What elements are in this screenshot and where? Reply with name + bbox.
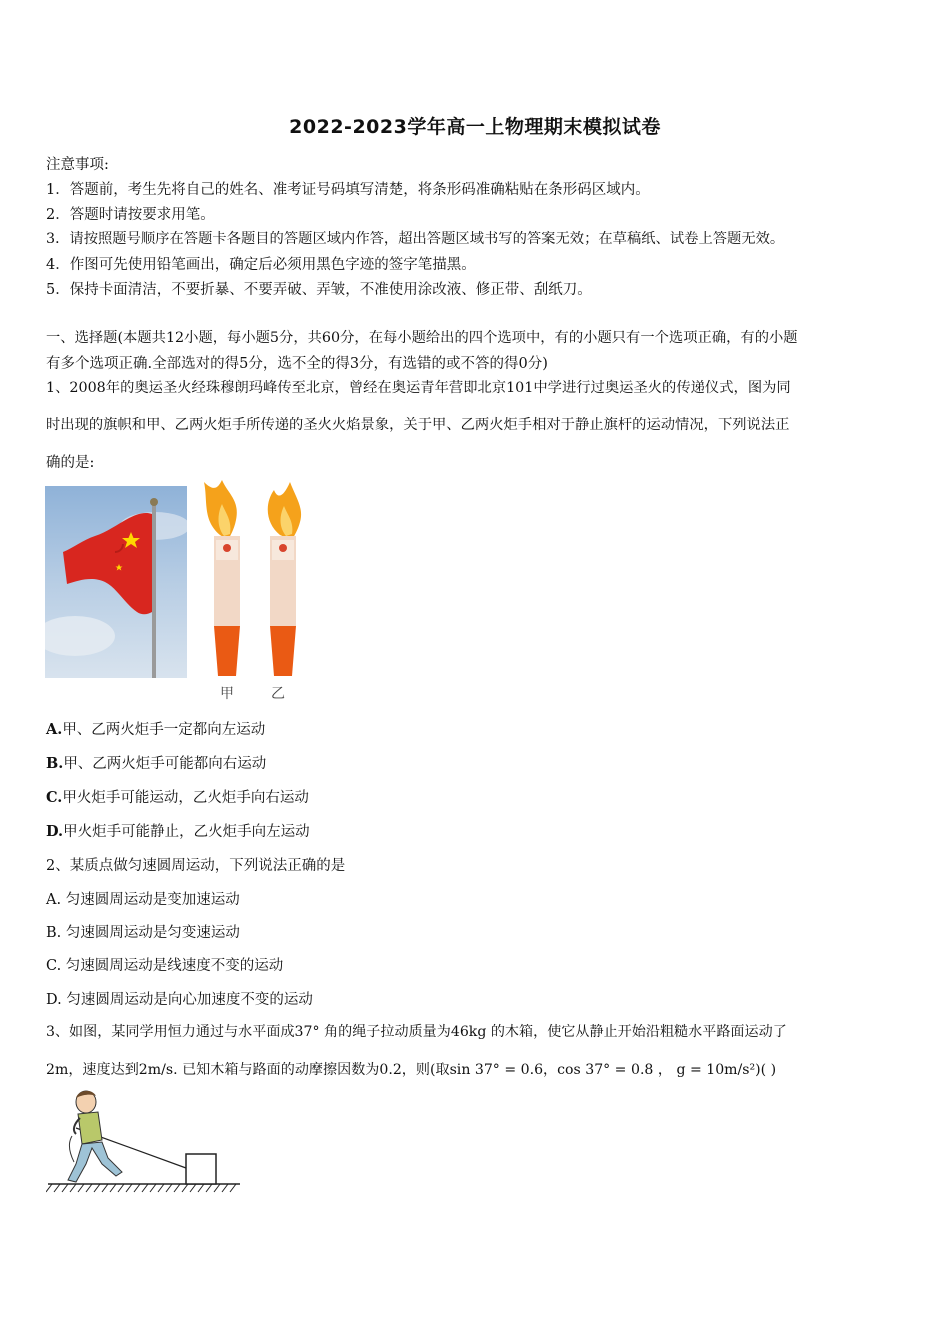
option-b: B. 匀速圆周运动是匀变速运动 <box>46 925 240 941</box>
option-a: A. 匀速圆周运动是变加速运动 <box>46 892 240 908</box>
label-yi: 乙 <box>271 686 285 702</box>
label-jia: 甲 <box>220 686 234 702</box>
notice-item: 5．保持卡面清洁，不要折暴、不要弄破、弄皱，不准使用涂改液、修正带、刮纸刀。 <box>46 282 592 298</box>
option-d: D. 匀速圆周运动是向心加速度不变的运动 <box>46 992 313 1008</box>
question-1-stem-cont: 时出现的旗帜和甲、乙两火炬手所传递的圣火火焰景象，关于甲、乙两火炬手相对于静止旗杆的运动情况，下列说法正 <box>46 417 790 433</box>
question-2-stem: 2、某质点做匀速圆周运动，下列说法正确的是 <box>46 858 346 874</box>
flag-photo <box>45 486 187 678</box>
notice-item: 4．作图可先使用铅笔画出，确定后必须用黑色字迹的签字笔描黑。 <box>46 257 476 273</box>
torches-illustration <box>200 480 310 702</box>
page-title: 2022-2023学年高一上物理期末模拟试卷 <box>289 116 661 138</box>
notice-item: 2．答题时请按要求用笔。 <box>46 207 215 223</box>
notice-heading: 注意事项: <box>46 157 109 173</box>
option-c: C.甲火炬手可能运动，乙火炬手向右运动 <box>46 789 309 806</box>
question-1-stem: 1、2008年的奥运圣火经珠穆朗玛峰传至北京，曾经在奥运青年营即北京101中学进行过奥运圣火的传递仪式，图为同 <box>46 380 791 396</box>
section-heading-cont: 有多个选项正确.全部选对的得5分，选不全的得3分，有选错的或不答的得0分) <box>46 356 548 372</box>
option-b: B.甲、乙两火炬手可能都向右运动 <box>46 755 267 772</box>
option-a: A.甲、乙两火炬手一定都向左运动 <box>46 721 266 738</box>
notice-item: 3．请按照题号顺序在答题卡各题目的答题区域内作答，超出答题区域书写的答案无效；在草稿纸、试卷上答题无效。 <box>46 231 785 247</box>
question-1-stem-end: 确的是: <box>46 455 95 471</box>
question-3-stem: 3、如图，某同学用恒力通过与水平面成37° 角的绳子拉动质量为46kg 的木箱，使它从静止开始沿粗糙水平路面运动了 <box>46 1024 787 1040</box>
option-c: C. 匀速圆周运动是线速度不变的运动 <box>46 958 284 974</box>
section-heading: 一、选择题(本题共12小题，每小题5分，共60分，在每小题给出的四个选项中，有的小题只有一个选项正确，有的小题 <box>46 330 798 346</box>
pulling-box-figure <box>46 1088 242 1196</box>
option-d: D.甲火炬手可能静止，乙火炬手向左运动 <box>46 823 310 840</box>
notice-item: 1．答题前，考生先将自己的姓名、准考证号码填写清楚，将条形码准确粘贴在条形码区域内。 <box>46 182 650 198</box>
question-3-stem-cont: 2m，速度达到2m/s. 已知木箱与路面的动摩擦因数为0.2，则(取sin 37° = 0.6，cos 37° = 0.8 ， g = 10m/s²)( ) <box>46 1062 777 1078</box>
